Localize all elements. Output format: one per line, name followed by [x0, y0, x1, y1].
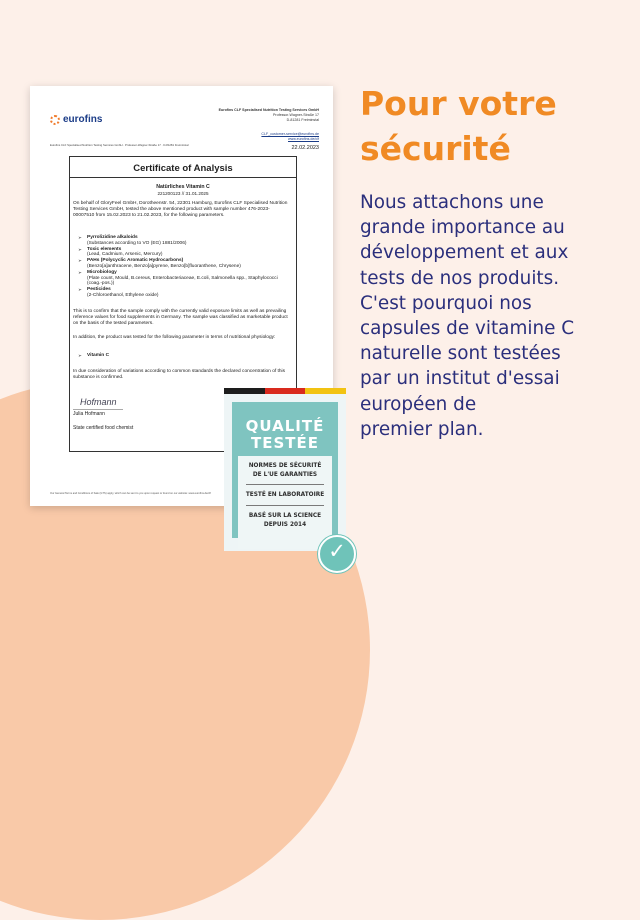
body-line: Nous attachons une	[360, 192, 544, 213]
parameter-item	[78, 353, 109, 359]
parameter-title: Pyrrolizidine alkaloids	[87, 235, 138, 240]
arrow-icon: ➢	[78, 258, 82, 264]
headline-line: sécurité	[360, 129, 511, 168]
vitamin-parameter: Vitamin C	[87, 353, 110, 358]
parameter-detail: (Plate count, Mould, B.cereus, Enterobacteriaceae, E.coli, Salmonella spp., Staphylococci (coag.-pos.))	[87, 275, 278, 287]
addition-paragraph: In addition, the product was tested for the following parameter in terms of nutritional physiology:	[73, 335, 276, 340]
seal-line: NORMES DE SÉCURITÉ	[248, 463, 322, 469]
body-line: premier plan.	[360, 418, 484, 440]
arrow-icon: ➢	[78, 269, 82, 275]
parameter-detail: (2-Chloroethanol, Ethylene oxide)	[87, 292, 159, 298]
parameter-detail: (Benzo[a]anthracene, Benzo[a]pyrene, Benzo[b]fluoranthene, Chrysene)	[87, 263, 241, 269]
body-line: C'est pourquoi nos	[360, 292, 532, 314]
document-footer: Our General Terms and Conditions of Sale (GTS) apply, which can be sent to you upon request or found on our website: www.eurofins.de/clf	[50, 492, 211, 495]
sender-line: Eurofins CLF Specialised Nutrition Testing Services GmbH · Professor-Wagner-Straße 17 · D-81281 Freiminstal	[50, 143, 189, 147]
checkmark-icon	[318, 535, 356, 573]
parameter-title: PAHs (Polycyclic Aromatic Hydrocarbons)	[87, 258, 184, 264]
seal-badge	[232, 402, 338, 538]
body-line: tests de nos produits.	[360, 267, 560, 289]
certificate-title: Certificate of Analysis	[133, 163, 233, 174]
quality-seal	[224, 388, 346, 551]
parameter-detail: (Substances according to VO (EG) 1881/2006)	[87, 240, 187, 246]
checkmark-glyph: ✓	[328, 539, 346, 563]
logo-text: eurofins	[63, 114, 103, 125]
arrow-icon: ➢	[78, 235, 82, 240]
body-line: développement et aux	[360, 242, 569, 264]
seal-line: BASÉ SUR LA SCIENCE	[248, 513, 322, 519]
contact-email: CLF_customer-service@eurofins.de	[261, 132, 319, 136]
signature: Hofmann	[80, 397, 117, 407]
parameter-title: Toxic elements	[87, 246, 122, 252]
flag-gold	[305, 388, 346, 394]
headline	[360, 81, 620, 171]
parameter-list	[78, 235, 287, 299]
seal-line: DE L'UE GARANTIES	[252, 472, 318, 478]
parameter-detail: (Lead, Cadmium, Arsenic, Mercury)	[87, 252, 163, 258]
arrow-icon: ➢	[78, 246, 82, 252]
parameter-detail-row	[78, 293, 287, 299]
body-line: européen de	[360, 393, 477, 415]
product-id: 221200123 // 31.01.2025	[157, 191, 209, 196]
signer-role: State certified food chemist	[73, 425, 134, 431]
title-divider	[70, 177, 296, 178]
flag-stripe	[224, 388, 346, 394]
flag-red	[265, 388, 306, 394]
arrow-icon: ➢	[78, 353, 82, 358]
body-text	[360, 190, 625, 442]
company-name: Eurofins CLF Specialised Nutrition Testing Services GmbH	[218, 108, 319, 112]
signer-name: Julia Hofmann	[73, 411, 105, 417]
arrow-icon: ➢	[78, 287, 82, 293]
seal-line: DEPUIS 2014	[263, 522, 307, 528]
body-line: naturelle sont testées	[360, 343, 561, 365]
parameter-title: Microbiology	[87, 269, 117, 275]
product-name: Natürliches Vitamin C	[156, 184, 210, 190]
document-date: 22.02.2023	[291, 145, 319, 151]
confirmation-paragraph: This is to confirm that the sample comply with the currently valid exposure limits as well as prevailing reference values for food supplements in Germany. The sample was classified as marketable product on the basis of the tested parameters.	[73, 309, 288, 326]
signature-line	[73, 409, 123, 410]
flag-black	[224, 388, 265, 394]
parameter-title: Pesticides	[87, 287, 111, 293]
company-contact	[261, 132, 319, 142]
seal-divider	[246, 505, 324, 506]
seal-divider	[246, 484, 324, 485]
seal-title-line: TESTÉE	[250, 434, 319, 452]
headline-line: Pour votre	[360, 84, 557, 123]
eurofins-logo-icon	[50, 115, 60, 125]
vitamin-list	[78, 353, 109, 359]
seal-line: TESTÉ EN LABORATOIRE	[245, 492, 325, 498]
body-line: par un institut d'essai	[360, 368, 560, 390]
intro-paragraph: On behalf of GloryFeel GmbH, Dorotheenstr. 54, 22301 Hamburg, Eurofins CLF Specialised Nutrition Testing Services GmbH, tested the above mentioned product with sample number 476-2023-00007510 from 15.02.2023 to 21.02.2023, for the following parameters.	[73, 201, 288, 218]
contact-website: www.eurofins.de/clf	[288, 137, 319, 141]
company-street: Professor-Wagner-Straße 17	[272, 113, 319, 117]
parameter-detail-row	[78, 276, 287, 288]
seal-title	[232, 418, 338, 452]
seal-panel	[238, 456, 332, 549]
eurofins-logo	[50, 114, 102, 125]
body-line: capsules de vitamine C	[360, 318, 575, 340]
seal-title-line: QUALITÉ	[245, 417, 325, 435]
due-paragraph: In due consideration of variations according to common standards the declared concentration of this substance is confirmed.	[73, 369, 285, 380]
body-line: grande importance au	[360, 217, 565, 239]
company-address	[219, 108, 319, 123]
company-city: D-81281 Freiminstal	[286, 118, 319, 122]
